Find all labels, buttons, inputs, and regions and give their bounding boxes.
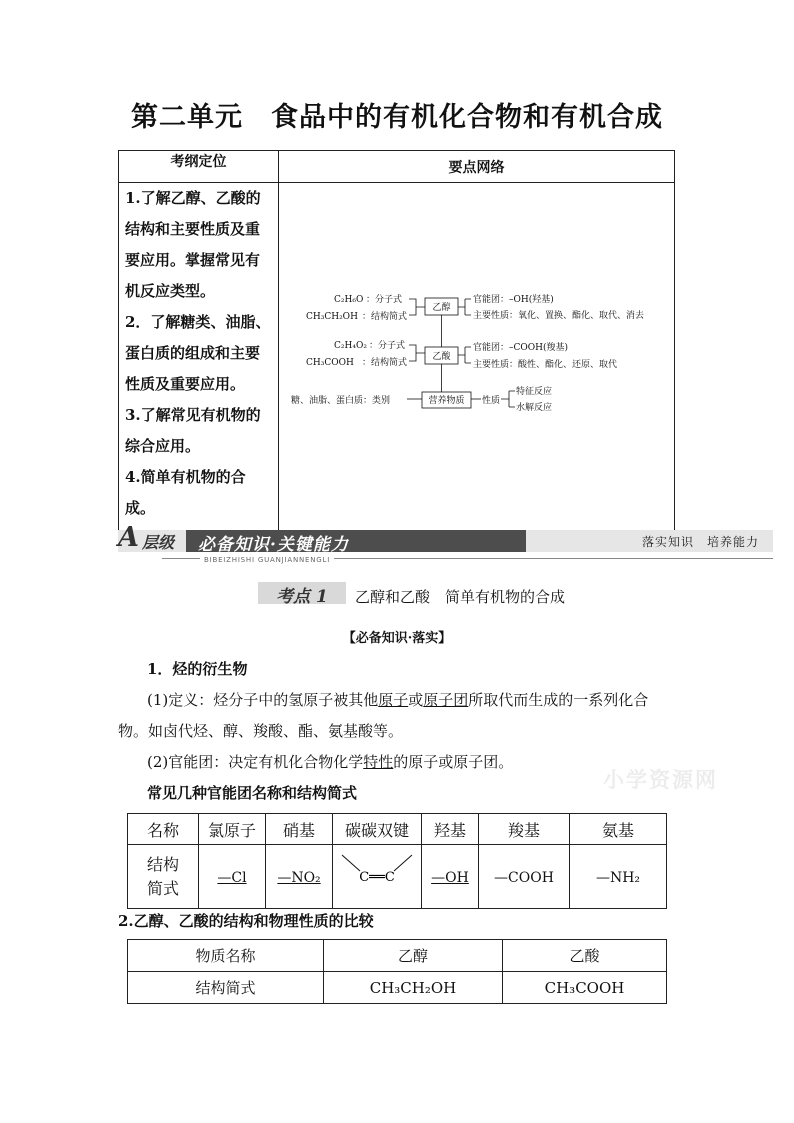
goals-cell <box>119 183 279 531</box>
fg-structure-double-bond <box>333 845 422 909</box>
goal-item: 4.简单有机物的合成。 <box>125 468 246 517</box>
fg-row-label: 名称 <box>128 814 199 845</box>
fg-structure: —OH <box>422 845 479 909</box>
fg-name: 氯原子 <box>199 814 266 845</box>
blank-atom: 原子 <box>378 691 409 709</box>
blank-property: 特性 <box>363 753 394 771</box>
banner-right-text: 落实知识 培养能力 <box>641 535 759 549</box>
banner-level-text: 层级 <box>142 533 175 552</box>
outline-table <box>118 150 675 531</box>
header-key-network: 要点网络 <box>279 151 675 183</box>
network-cell <box>279 183 675 531</box>
ethanol-mol-label: ：分子式 <box>366 295 403 305</box>
ethanol-func-group: 官能团：–OH(羟基) <box>473 295 554 305</box>
section-banner <box>118 522 773 568</box>
page-title: 第二单元 食品中的有机化合物和有机合成 <box>131 102 663 133</box>
fg-name: 氨基 <box>570 814 667 845</box>
nutrient-reaction: 特征反应 <box>516 387 553 397</box>
heading-comparison: 2.乙醇、乙酸的结构和物理性质的比较 <box>118 912 374 930</box>
goal-item: 3.了解常见有机物的综合应用。 <box>125 406 261 455</box>
section-bracket: 【必备知识·落实】 <box>342 631 452 646</box>
compare-cell: CH₃COOH <box>503 972 667 1004</box>
ethanol-properties: 主要性质：氧化、置换、酯化、取代、消去 <box>473 311 645 321</box>
nutrient-box-label: 营养物质 <box>428 396 465 406</box>
compare-header: 乙酸 <box>503 940 667 972</box>
ethanol-box-label: 乙醇 <box>432 303 451 313</box>
fg-name: 硝基 <box>266 814 333 845</box>
fg-name: 羧基 <box>479 814 570 845</box>
fg-structure: —NO₂ <box>266 845 333 909</box>
fg-name: 碳碳双键 <box>333 814 422 845</box>
header-outline-position: 考纲定位 <box>119 151 279 183</box>
ethanol-struct-label: ：结构简式 <box>362 312 408 322</box>
goal-item: 1.了解乙醇、乙酸的结构和主要性质及重要应用。掌握常见有机反应类型。 <box>125 189 261 300</box>
acid-struct-label: ：结构简式 <box>362 358 408 368</box>
ethanol-mol-formula: C₂H₆O <box>334 295 364 305</box>
acid-properties: 主要性质：酸性、酯化、还原、取代 <box>473 360 618 370</box>
banner-main-title: 必备知识·关键能力 <box>198 535 349 555</box>
fg-row-label: 结构简式 <box>128 845 199 909</box>
compare-header: 乙醇 <box>324 940 503 972</box>
comparison-table <box>127 939 667 1004</box>
kaodian-label: 考点 1 <box>276 587 328 607</box>
banner-pinyin: BIBEIZHISHI GUANJIANNENGLI <box>200 556 334 564</box>
compare-row-label: 结构简式 <box>128 972 324 1004</box>
acid-mol-formula: C₂H₄O₂ <box>334 341 367 351</box>
nutrient-reaction: 水解反应 <box>516 403 553 413</box>
acid-box-label: 乙酸 <box>432 352 451 362</box>
ethanol-struct-formula: CH₃CH₂OH <box>306 312 358 322</box>
functional-group-table <box>127 813 667 909</box>
nutrient-category: 糖、油脂、蛋白质：类别 <box>291 396 391 406</box>
watermark: 小学资源网 <box>603 767 718 792</box>
fg-name: 羟基 <box>422 814 479 845</box>
compare-header: 物质名称 <box>128 940 324 972</box>
concept-network-diagram <box>279 199 674 510</box>
double-bond-formula: C══C <box>359 869 395 885</box>
blank-group: 原子团 <box>423 691 469 709</box>
compare-cell: CH₃CH₂OH <box>324 972 503 1004</box>
acid-mol-label: ：分子式 <box>369 341 406 351</box>
fg-table-caption: 常见几种官能团名称和结构简式 <box>147 784 358 802</box>
kaodian-title: 乙醇和乙酸 简单有机物的合成 <box>355 588 566 606</box>
functional-group-line: (2)官能团：决定有机化合物化学特性的原子或原子团。 <box>147 753 514 771</box>
nutrient-property-label: 性质 <box>482 396 501 406</box>
heading-derivatives: 1．烃的衍生物 <box>147 660 248 678</box>
banner-level-letter: A <box>118 522 139 553</box>
carbon-double-bond-drawing <box>334 847 420 903</box>
definition-line: (1)定义：烃分子中的氢原子被其他原子或原子团所取代而生成的一系列化合 <box>147 691 649 709</box>
definition-line-2: 物。如卤代烃、醇、羧酸、酯、氨基酸等。 <box>118 722 404 740</box>
fg-structure: —COOH <box>479 845 570 909</box>
acid-struct-formula: CH₃COOH <box>306 358 354 368</box>
acid-func-group: 官能团：–COOH(羧基) <box>473 343 569 353</box>
fg-structure: —Cl <box>199 845 266 909</box>
goal-item: 2．了解糖类、油脂、蛋白质的组成和主要性质及重要应用。 <box>125 313 271 393</box>
fg-structure: —NH₂ <box>570 845 667 909</box>
